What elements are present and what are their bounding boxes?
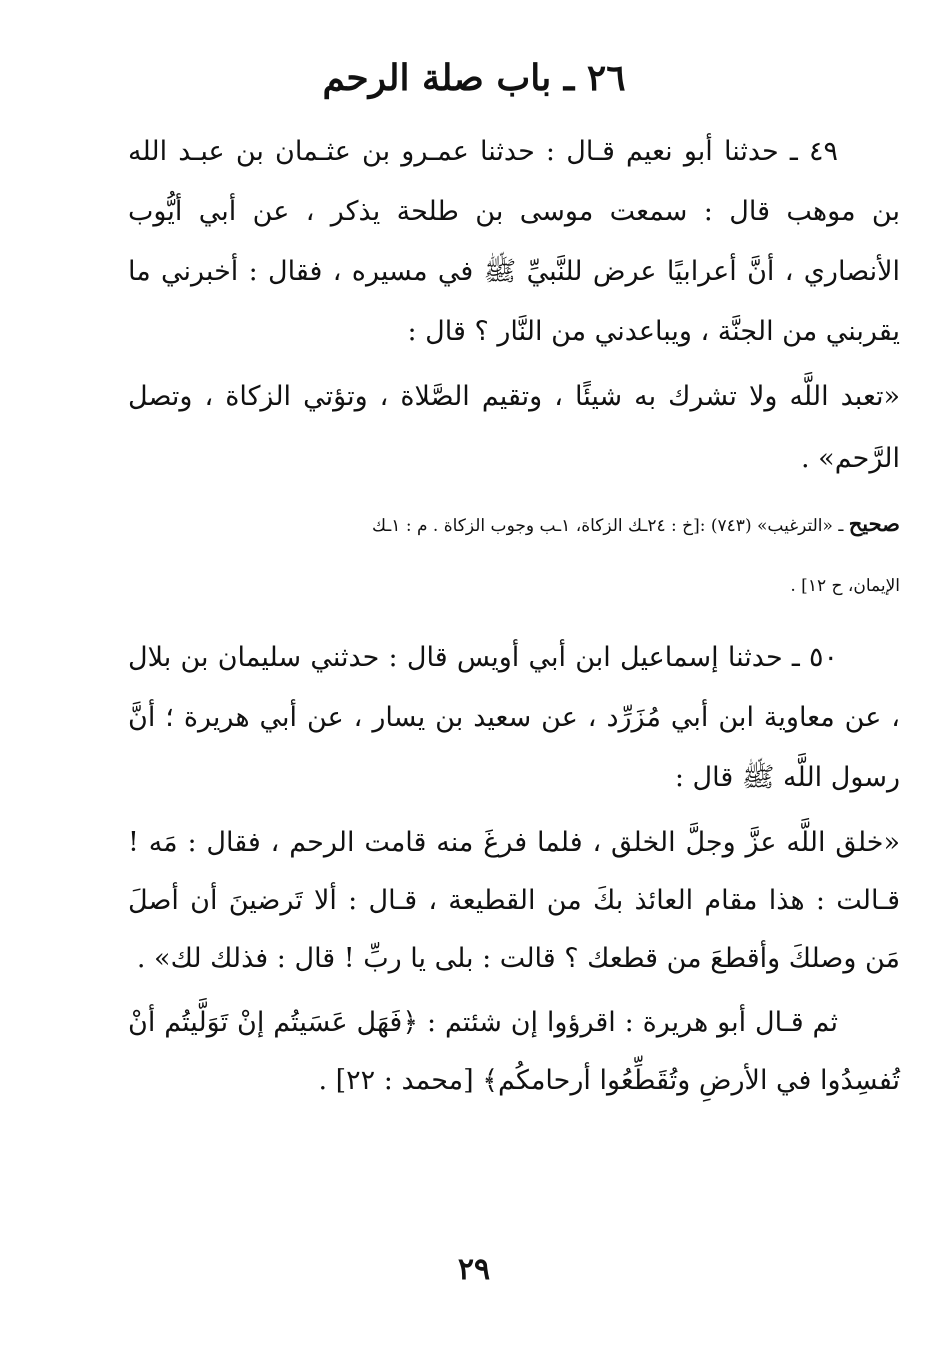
hadith-49-isnad: ٤٩ ـ حدثنا أبو نعيم قـال : حدثنا عمـرو بن عثـمان بن عبـد الله بن موهب قال : سمعت موسى بن طلحة يذكر ، عن أبي أيُّوب الأنصاري ، أنَّ أعرابيًا عرض للنَّبيِّ ﷺ في مسيره ، فقال : أخبرني ما يقربني من الجنَّة ، ويباعدني من النَّار ؟ قال :: [128, 136, 900, 347]
hadith-50-isnad: ٥٠ ـ حدثنا إسماعيل ابن أبي أويس قال : حدثني سليمان بن بلال ، عن معاوية ابن أبي مُزَرِّد ، عن سعيد بن يسار ، عن أبي هريرة ؛ أنَّ رسول اللَّه ﷺ قال :: [128, 642, 900, 793]
hadith-49-matn: «تعبد اللَّه ولا تشرك به شيئًا ، وتقيم الصَّلاة ، وتؤتي الزكاة ، وتصل الرَّحم» .: [128, 381, 900, 474]
grade-reference: ـ «الترغيب» (٧٤٣) :[خ : ٢٤ـك الزكاة، ١ـب وجوب الزكاة . م : ١ـك: [371, 516, 849, 536]
hadith-49-grade: [128, 506, 900, 544]
page-number: ٢٩: [457, 1252, 491, 1287]
hadith-50-matn: «خلق اللَّه عزَّ وجلَّ الخلق ، فلما فرغَ منه قامت الرحم ، فقال : مَه ! قـالت : هذا مقام العائذ بكَ من القطيعة ، قـال : ألا تَرضينَ أن أصلَ مَن وصلكَ وأقطعَ من قطعك ؟ قالت : بلى يا ربِّ ! قال : فذلك لك» .: [128, 827, 900, 974]
hadith-49-grade-continuation: الإيمان، ح ١٢] .: [790, 576, 900, 596]
grade-label: صحيح: [848, 511, 900, 536]
chapter-title: ٢٦ ـ باب صلة الرحم: [322, 57, 626, 99]
hadith-50-quran-quote: ثم قـال أبو هريرة : اقرؤوا إن شئتم : ﴿فَهَل عَسَيتُم إنْ تَوَلَّيتُم أنْ تُفسِدُوا في الأرضِ وتُقَطِّعُوا أرحامكُم﴾ [محمد : ٢٢] .: [128, 1007, 900, 1096]
